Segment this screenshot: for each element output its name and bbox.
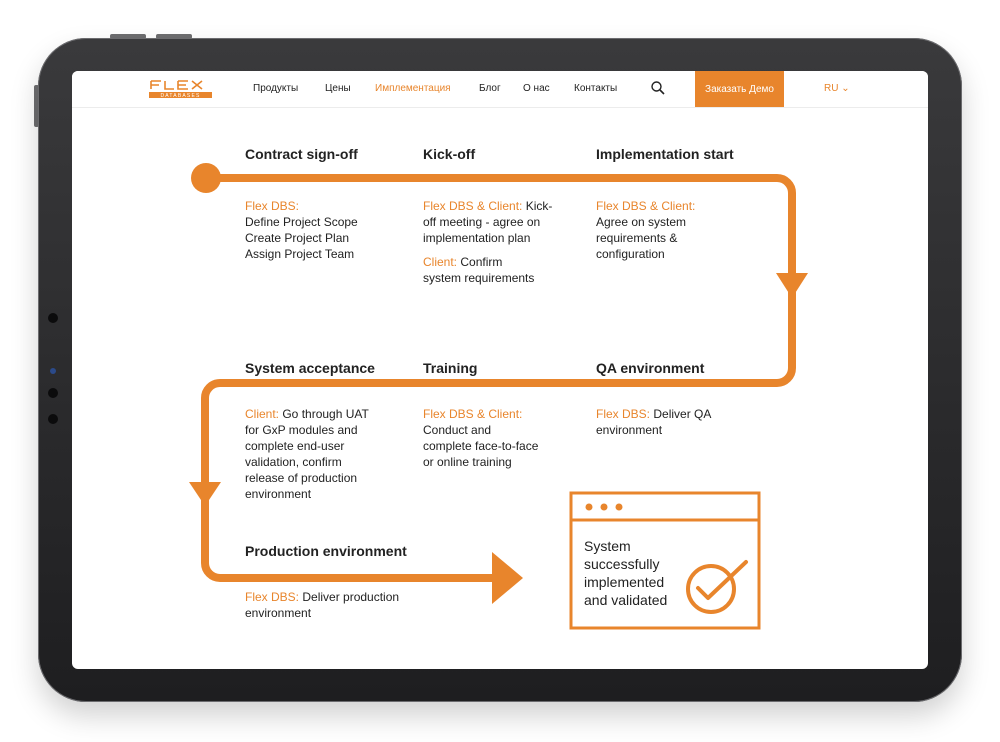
step-title-impl: Implementation start [596, 146, 734, 162]
text-line: Define Project Scope [245, 215, 358, 229]
text-line: System [584, 538, 631, 554]
arrow-head-end [492, 552, 523, 604]
text-line: validation, confirm [245, 455, 342, 469]
text-line: off meeting - agree on [423, 215, 541, 229]
text-line: environment [245, 606, 312, 620]
text-line: configuration [596, 247, 665, 261]
process-flow-diagram [72, 71, 928, 669]
text-line: Confirm [457, 255, 503, 269]
step-text-qa [596, 406, 711, 438]
nav-item-contacts[interactable]: Контакты [574, 83, 618, 94]
down-arrow-right [776, 273, 808, 298]
start-dot [191, 163, 221, 193]
text-line: Assign Project Team [245, 247, 355, 261]
step-title-contract: Contract sign-off [245, 146, 358, 162]
text-line: Conduct and [423, 423, 492, 437]
text-line: Kick- [522, 199, 553, 213]
text-line: Go through UAT [279, 407, 369, 421]
camera-dot [48, 388, 58, 398]
text-line: implemented [584, 574, 665, 590]
step-owner: Flex DBS: [245, 590, 300, 604]
text-line: implementation plan [423, 231, 531, 245]
nav-item-blog[interactable]: Блог [479, 83, 501, 94]
screen [72, 71, 928, 669]
nav-item-pricing[interactable]: Цены [325, 83, 351, 94]
step-owner: Flex DBS & Client: [596, 199, 696, 213]
text-line: complete end-user [245, 439, 345, 453]
nav-item-about[interactable]: О нас [523, 83, 550, 94]
result-text [584, 537, 667, 609]
step-title-acceptance: System acceptance [245, 360, 375, 376]
step-title-production: Production environment [245, 543, 407, 559]
camera-dot [48, 313, 58, 323]
step-title-kickoff: Kick-off [423, 146, 476, 162]
text-line: complete face-to-face [423, 439, 539, 453]
step-text-impl [596, 198, 695, 262]
text-line: environment [596, 423, 663, 437]
down-arrow-left [189, 482, 221, 506]
step-owner: Client: [245, 407, 280, 421]
step-title-training: Training [423, 360, 478, 376]
language-label: RU [824, 83, 839, 94]
step-text-contract [245, 198, 358, 262]
logo-subtitle: DATABASES [160, 93, 201, 99]
step-title-qa: QA environment [596, 360, 705, 376]
order-demo-button[interactable]: Заказать Демо [695, 71, 784, 107]
step-owner: Flex DBS: [596, 407, 651, 421]
text-line: requirements & [596, 231, 678, 245]
text-line: and validated [584, 592, 668, 608]
step-owner: Flex DBS: [245, 199, 300, 213]
nav-item-implementation[interactable]: Имплементация [375, 83, 451, 94]
nav-item-products[interactable]: Продукты [253, 83, 299, 94]
text-line: Deliver production [299, 590, 400, 604]
text-line: for GxP modules and [245, 423, 358, 437]
text-line: successfully [584, 556, 660, 572]
step-text-kickoff [423, 198, 552, 286]
text-line: environment [245, 487, 312, 501]
step-text-acceptance [245, 406, 369, 502]
text-line: Deliver QA [650, 407, 712, 421]
text-line: Agree on system [596, 215, 687, 229]
text-line: Create Project Plan [245, 231, 350, 245]
text-line: release of production [245, 471, 358, 485]
step-owner: Client: [423, 255, 458, 269]
sensor-dot [50, 368, 56, 374]
text-line: system requirements [423, 271, 535, 285]
chevron-down-icon: ⌄ [841, 83, 850, 94]
step-owner: Flex DBS & Client: [423, 199, 523, 213]
camera-dot [48, 414, 58, 424]
step-text-training [423, 406, 538, 470]
step-owner: Flex DBS & Client: [423, 407, 523, 421]
step-text-production [245, 589, 399, 621]
text-line: or online training [423, 455, 512, 469]
